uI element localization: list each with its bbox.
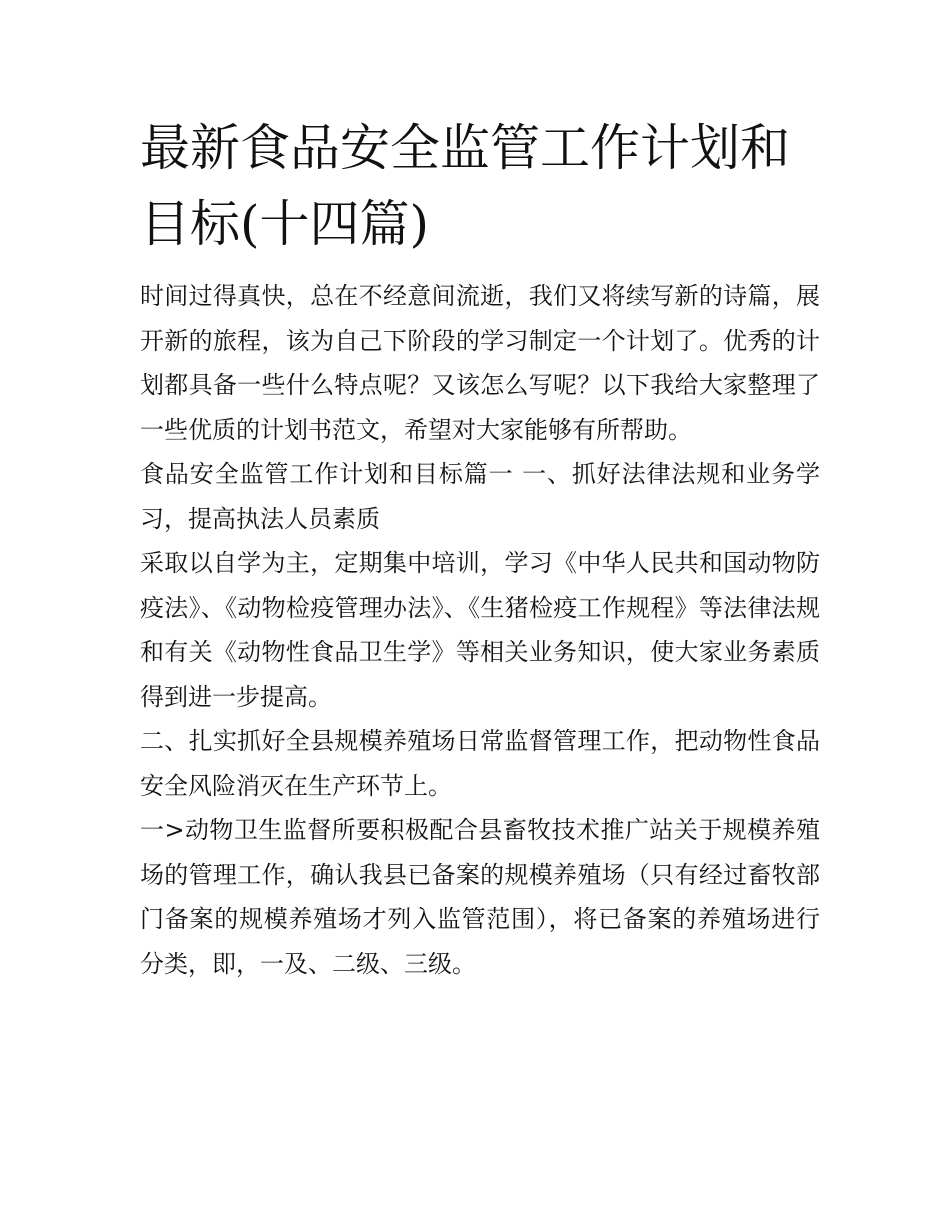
classification-paragraph: 一>动物卫生监督所要积极配合县畜牧技术推广站关于规模养殖场的管理工作，确认我县已备案的规模养殖场（只有经过畜牧部门备案的规模养殖场才列入监管范围），将已备案的养殖场进行分类，即，一及、二级、三级。 <box>140 816 820 978</box>
intro-paragraph: 时间过得真快，总在不经意间流逝，我们又将续写新的诗篇，展开新的旅程，该为自己下阶段的学习制定一个计划了。优秀的计划都具备一些什么特点呢？又该怎么写呢？以下我给大家整理了一些优质的计划书范文，希望对大家能够有所帮助。 <box>140 282 820 444</box>
section-heading-paragraph: 食品安全监管工作计划和目标篇一 一、抓好法律法规和业务学习，提高执法人员素质 <box>140 460 820 533</box>
study-paragraph: 采取以自学为主，定期集中培训，学习《中华人民共和国动物防疫法》、《动物检疫管理办法》、《生猪检疫工作规程》等法律法规和有关《动物性食品卫生学》等相关业务知识，使大家业务素质得到进一步提高。 <box>140 549 820 711</box>
supervision-paragraph: 二、扎实抓好全县规模养殖场日常监督管理工作，把动物性食品安全风险消灭在生产环节上。 <box>140 727 820 800</box>
document-body <box>140 110 820 986</box>
document-title: 最新食品安全监管工作计划和目标(十四篇) <box>140 119 790 253</box>
